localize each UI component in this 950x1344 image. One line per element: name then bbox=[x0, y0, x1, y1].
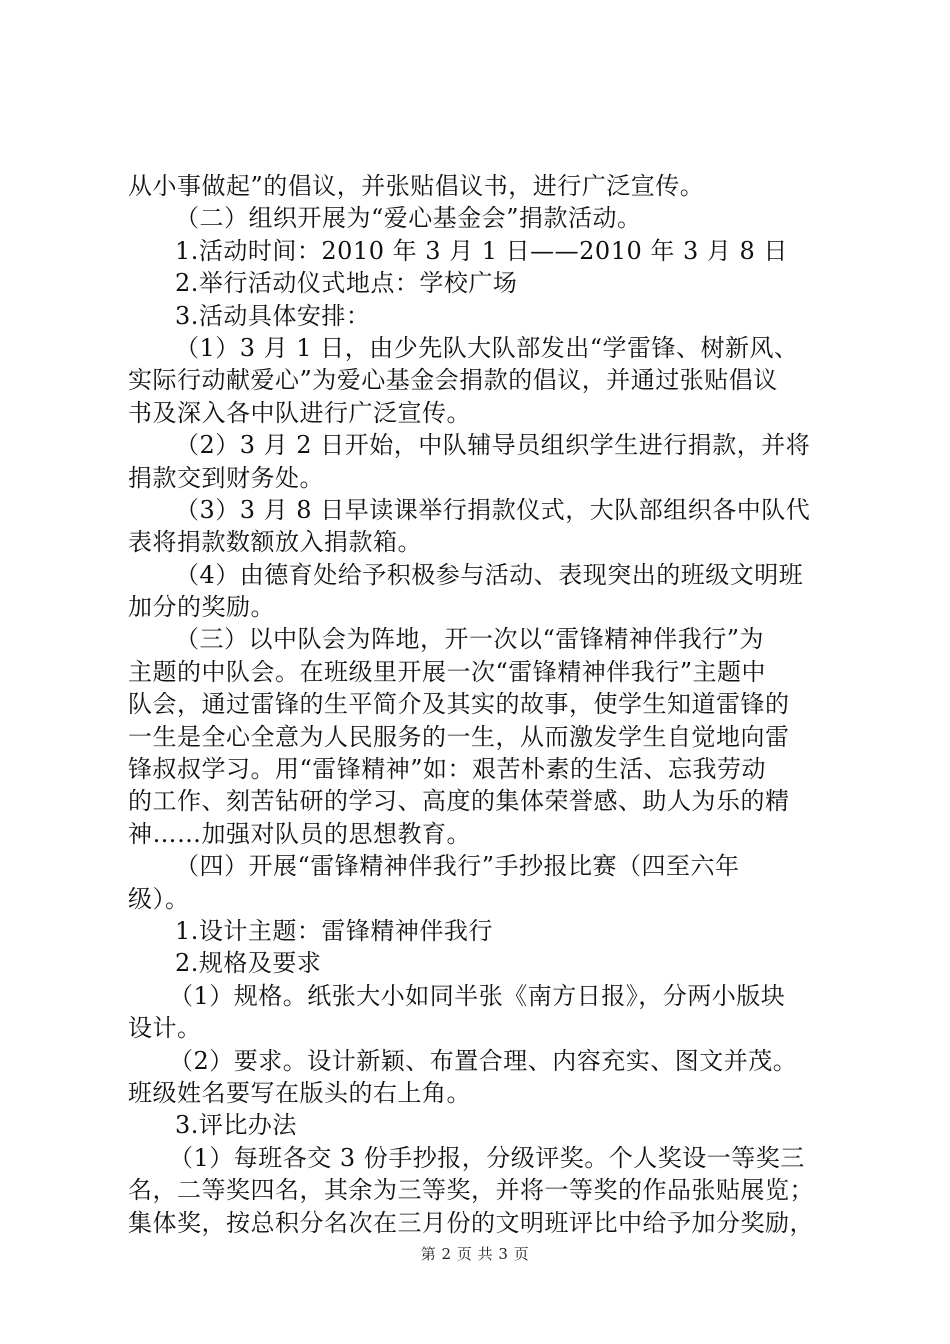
text-line: 从小事做起”的倡议，并张贴倡议书，进行广泛宣传。 bbox=[128, 172, 705, 200]
text-line: （1）规格。纸张大小如同半张《南方日报》，分两小版块 bbox=[169, 981, 786, 1010]
text-line: 2.举行活动仪式地点：学校广场 bbox=[175, 269, 518, 298]
text-line: （2）要求。设计新颖、布置合理、内容充实、图文并茂。 bbox=[169, 1046, 798, 1075]
text-line: （1）每班各交 3 份手抄报，分级评奖。个人奖设一等奖三 bbox=[169, 1143, 805, 1172]
text-line: 1.活动时间：2010 年 3 月 1 日——2010 年 3 月 8 日 bbox=[175, 236, 788, 265]
text-line: 名，二等奖四名，其余为三等奖，并将一等奖的作品张贴展览； bbox=[128, 1176, 814, 1205]
text-line: 实际行动献爱心”为爱心基金会捐款的倡议，并通过张贴倡议 bbox=[128, 366, 778, 395]
text-line: 一生是全心全意为人民服务的一生，从而激发学生自觉地向雷 bbox=[128, 722, 790, 751]
text-line: （二）组织开展为“爱心基金会”捐款活动。 bbox=[175, 204, 642, 233]
text-line: 捐款交到财务处。 bbox=[128, 463, 324, 492]
text-line: 的工作、刻苦钻研的学习、高度的集体荣誉感、助人为乐的精 bbox=[128, 787, 790, 816]
text-line: （4）由德育处给予积极参与活动、表现突出的班级文明班 bbox=[175, 560, 804, 589]
text-line: 书及深入各中队进行广泛宣传。 bbox=[128, 398, 471, 427]
text-line: 加分的奖励。 bbox=[128, 593, 275, 622]
text-line: （三）以中队会为阵地，开一次以“雷锋精神伴我行”为 bbox=[175, 625, 765, 654]
text-line: 3.活动具体安排： bbox=[175, 301, 371, 330]
text-line: 3.评比办法 bbox=[175, 1111, 297, 1140]
text-line: 级）。 bbox=[128, 884, 190, 913]
text-line: 集体奖，按总积分名次在三月份的文明班评比中给予加分奖励， bbox=[128, 1208, 814, 1237]
text-line: 队会，通过雷锋的生平简介及其实的故事，使学生知道雷锋的 bbox=[128, 690, 790, 719]
text-line: （四）开展“雷锋精神伴我行”手抄报比赛（四至六年 bbox=[175, 852, 740, 881]
text-line: 主题的中队会。在班级里开展一次“雷锋精神伴我行”主题中 bbox=[128, 657, 767, 686]
text-line: （1）3 月 1 日，由少先队大队部发出“学雷锋、树新风、 bbox=[175, 333, 799, 362]
text-line: 班级姓名要写在版头的右上角。 bbox=[128, 1078, 471, 1107]
text-line: 神……加强对队员的思想教育。 bbox=[128, 819, 471, 848]
text-line: （2）3 月 2 日开始，中队辅导员组织学生进行捐款，并将 bbox=[175, 431, 811, 460]
text-line: 1.设计主题：雷锋精神伴我行 bbox=[175, 916, 493, 945]
text-line: 设计。 bbox=[128, 1014, 202, 1043]
page-footer: 第 2 页 共 3 页 bbox=[420, 1245, 530, 1263]
text-line: 2.规格及要求 bbox=[175, 949, 322, 978]
text-line: 表将捐款数额放入捐款箱。 bbox=[128, 528, 422, 557]
document-body bbox=[128, 170, 833, 1239]
text-line: 锋叔叔学习。用“雷锋精神”如：艰苦朴素的生活、忘我劳动 bbox=[128, 755, 767, 784]
text-line: （3）3 月 8 日早读课举行捐款仪式，大队部组织各中队代 bbox=[175, 495, 811, 524]
